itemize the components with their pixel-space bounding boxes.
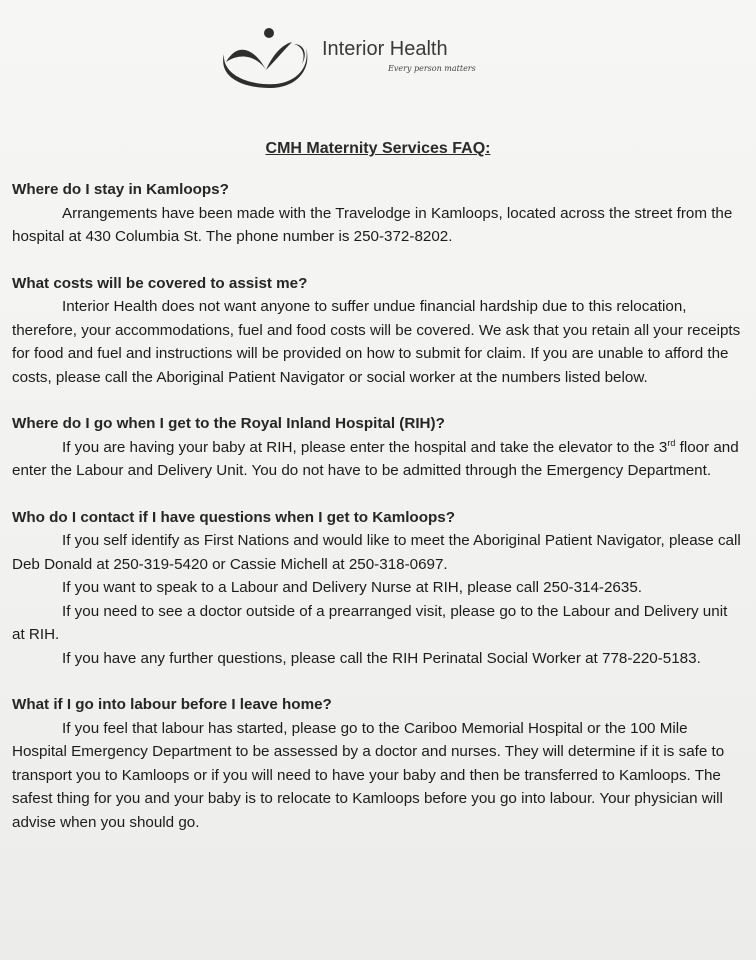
faq-answer: If you feel that labour has started, please go to the Cariboo Memorial Hospital or the 100 Mile Hospital Emergency Department to be assessed by a doctor and nurses. They will determine if it is safe to transport you to Kamloops or if you will need to have your baby and then be transferred to Kamloops. The safest thing for you and your baby is to relocate to Kamloops before you go into labour. Your physician will advise when you should go. — [12, 719, 725, 831]
faq-answer: Arrangements have been made with the Travelodge in Kamloops, located across the street from the hospital at 430 Columbia St. The phone number is 250-372-8202. — [12, 204, 733, 245]
answer-text-part: floor and enter the Labour and Delivery Unit. You do not have to be admitted through the Emergency Department. — [12, 438, 739, 479]
faq-question: Where do I stay in Kamloops? — [12, 181, 229, 198]
faq-answer: If you self identify as First Nations and would like to meet the Aboriginal Patient Navigator, please call Deb Donald at 250-319-5420 or Cassie Michell at 250-318-0697. — [12, 532, 741, 573]
interior-health-logo — [222, 24, 502, 88]
faq-section — [12, 178, 744, 249]
faq-answer: Interior Health does not want anyone to suffer undue financial hardship due to this relocation, therefore, your accommodations, fuel and food costs will be covered. We ask that you retain all your receipts for food and fuel and instructions will be provided on how to submit for claim. If you are unable to afford the costs, please call the Aboriginal Patient Navigator or social worker at the numbers listed below. — [12, 298, 741, 386]
faq-question: What costs will be covered to assist me? — [12, 274, 308, 292]
faq-section — [12, 272, 744, 390]
faq-content — [12, 178, 744, 857]
faq-answer: If you need to see a doctor outside of a prearranged visit, please go to the Labour and Delivery unit at RIH. — [12, 602, 728, 643]
faq-section — [12, 693, 744, 834]
page-title: CMH Maternity Services FAQ: — [265, 140, 491, 157]
faq-answer: If you want to speak to a Labour and Delivery Nurse at RIH, please call 250-314-2635. — [62, 579, 642, 596]
faq-answer: If you have any further questions, please call the RIH Perinatal Social Worker at 778-220-5183. — [62, 649, 701, 667]
interior-health-logo-icon — [222, 24, 318, 88]
answer-text-part: If you are having your baby at RIH, please enter the hospital and take the elevator to the 3 — [62, 438, 668, 456]
ordinal-suffix: rd — [667, 437, 676, 448]
faq-question: What if I go into labour before I leave home? — [12, 696, 332, 713]
faq-question: Who do I contact if I have questions when I get to Kamloops? — [12, 508, 455, 526]
faq-section — [12, 412, 744, 483]
faq-answer — [12, 436, 744, 483]
org-tagline: Every person matters — [388, 64, 476, 73]
faq-question: Where do I go when I get to the Royal Inland Hospital (RIH)? — [12, 415, 445, 432]
org-name: Interior Health — [322, 38, 448, 60]
faq-section — [12, 506, 744, 671]
